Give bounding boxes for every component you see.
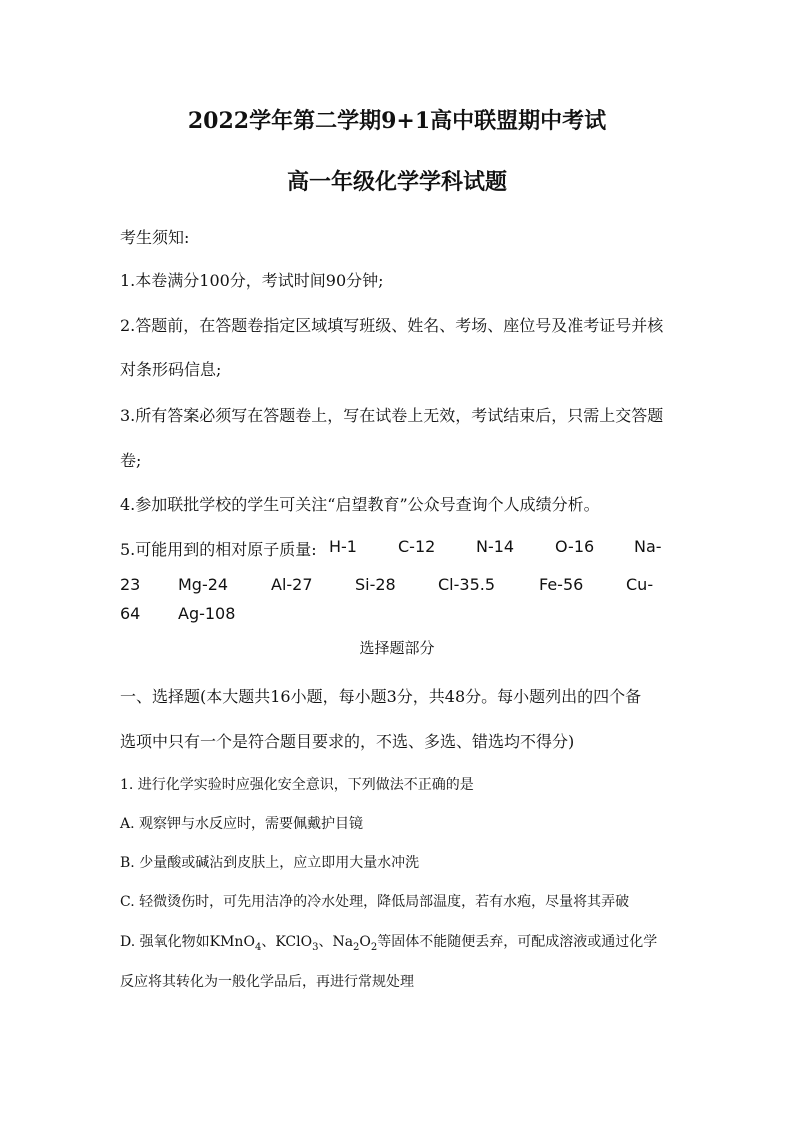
notice-item-4: 4.参加联批学校的学生可关注“启望教育”公众号查询个人成绩分析。 [120, 495, 600, 514]
question-1-option-d-line-2: 反应将其转化为一般化学品后，再进行常规处理 [120, 974, 414, 990]
exam-subtitle: 高一年级化学学科试题 [286, 169, 507, 195]
section-title: 选择题部分 [359, 639, 435, 657]
mass-cu-part1: Cu- [626, 575, 654, 594]
question-1-option-a: A. 观察钾与水反应时，需要佩戴护目镜 [120, 816, 364, 832]
option-d-prefix: D. 强氧化物如 [120, 934, 210, 950]
mass-al: Al-27 [271, 575, 313, 594]
formula-na2o2: $Na_2O_2$ [332, 934, 378, 953]
question-1-stem: 1. 进行化学实验时应强化安全意识，下列做法不正确的是 [120, 777, 474, 793]
question-1-option-b: B. 少量酸或碱沾到皮肤上，应立即用大量水冲洗 [120, 855, 420, 871]
mass-na-part2: 23 [120, 575, 141, 594]
notice-item-3-line-2: 卷; [120, 451, 142, 470]
mass-o: O-16 [555, 537, 595, 556]
mass-si: Si-28 [355, 575, 396, 594]
question-1-option-c: C. 轻微烫伤时，可先用洁净的冷水处理，降低局部温度，若有水疱，尽量将其弄破 [120, 894, 630, 910]
option-d-rest: 等固体不能随便丢弃，可配成溶液或通过化学 [377, 934, 658, 950]
notice-item-3-line-1: 3.所有答案必须写在答题卷上，写在试卷上无效，考试结束后，只需上交答题 [120, 406, 664, 425]
formula-kclo3: KClO$_3$ [275, 934, 319, 953]
mass-mg: Mg-24 [178, 575, 229, 594]
notice-item-2-line-2: 对条形码信息; [120, 360, 222, 379]
exam-title: 2022学年第二学期9+1高中联盟期中考试 [187, 108, 607, 134]
question-1-option-d-line-1: D. 强氧化物如KMnO$_4$、KClO$_3$、$Na_2O_2$等固体不能随便丢弃，可配成溶液或通过化学 [120, 934, 658, 953]
mass-ag: Ag-108 [178, 604, 236, 623]
notice-heading: 考生须知: [120, 228, 190, 247]
mass-cu-part2: 64 [120, 604, 141, 623]
section-instructions-line-1: 一、选择题(本大题共16小题，每小题3分，共48分。每小题列出的四个备 [120, 687, 642, 706]
notice-item-5-label: 5.可能用到的相对原子质量: [120, 540, 317, 559]
section-instructions-line-2: 选项中只有一个是符合题目要求的，不选、多选、错选均不得分) [120, 732, 575, 751]
mass-h: H-1 [329, 537, 357, 556]
formula-kmno4: KMnO$_4$ [209, 934, 262, 953]
mass-cl: Cl-35.5 [438, 575, 496, 594]
mass-fe: Fe-56 [539, 575, 584, 594]
notice-item-1: 1.本卷满分100分，考试时间90分钟; [120, 271, 384, 290]
mass-na-part1: Na- [634, 537, 662, 556]
notice-item-2-line-1: 2.答题前，在答题卷指定区域填写班级、姓名、考场、座位号及准考证号并核 [120, 316, 664, 335]
mass-c: C-12 [398, 537, 436, 556]
mass-n: N-14 [476, 537, 515, 556]
